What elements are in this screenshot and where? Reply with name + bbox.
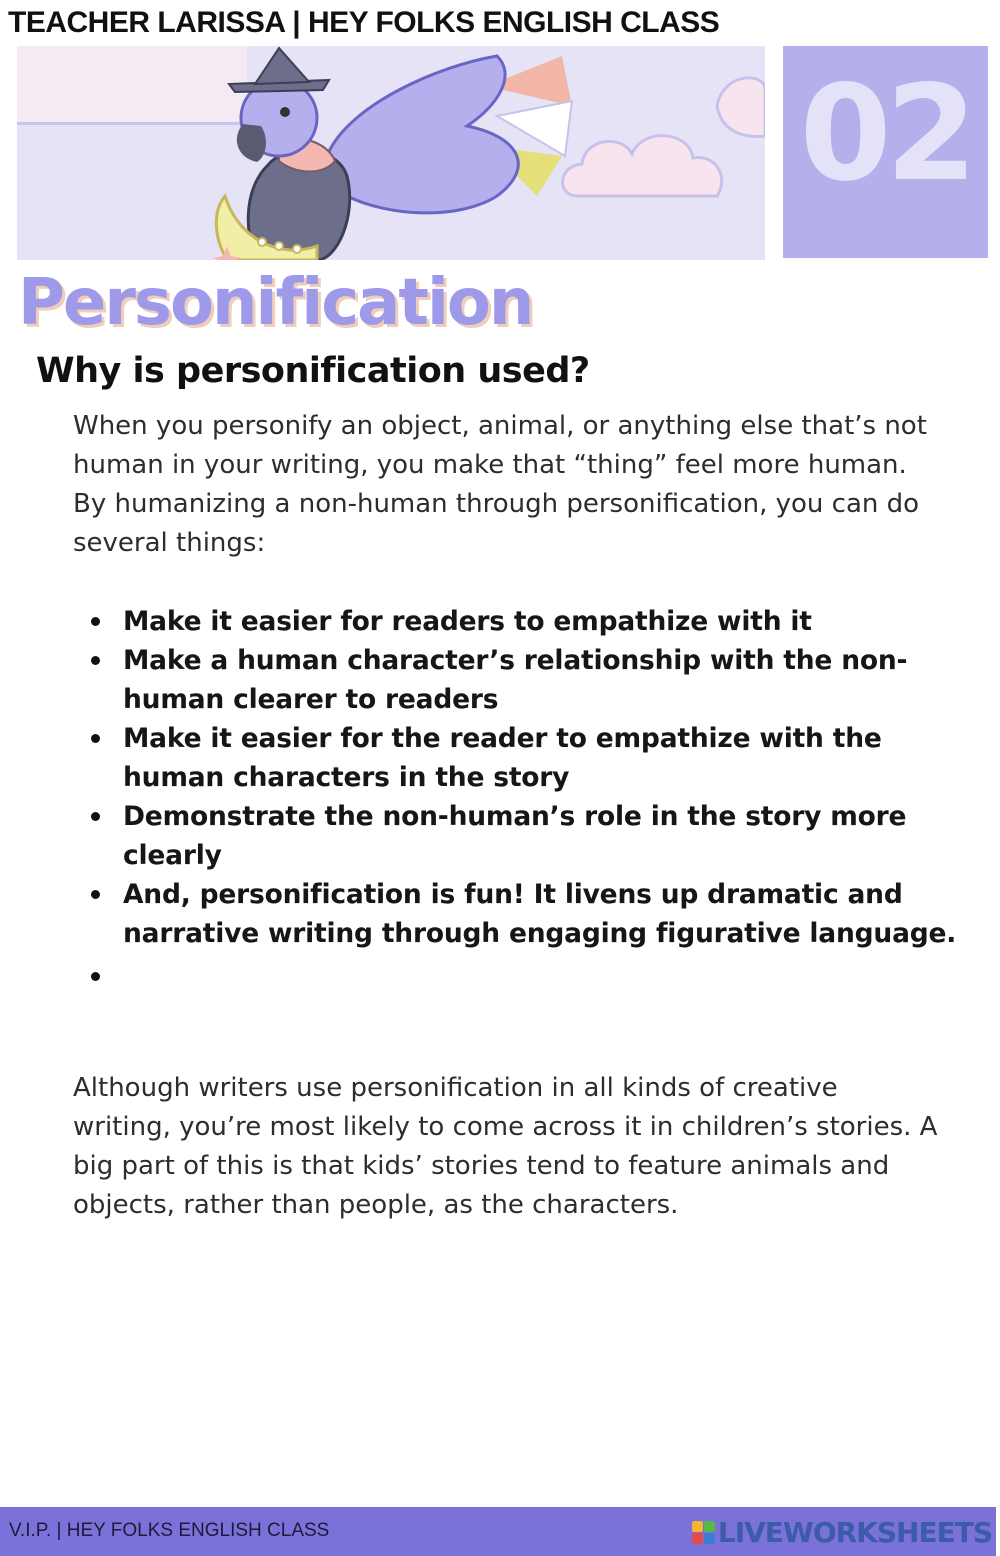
page-header-title: TEACHER LARISSA | HEY FOLKS ENGLISH CLASS <box>8 6 720 39</box>
list-item: Demonstrate the non-human’s role in the story more clearly <box>123 797 963 875</box>
liveworksheets-logo-icon <box>692 1521 715 1544</box>
list-item-empty <box>123 957 963 996</box>
list-item: Make it easier for readers to empathize with it <box>123 602 963 641</box>
list-item: Make a human character’s relationship with the non-human clearer to readers <box>123 641 963 719</box>
footer-label: V.I.P. | HEY FOLKS ENGLISH CLASS <box>9 1520 330 1541</box>
liveworksheets-brand[interactable] <box>692 1516 992 1549</box>
intro-paragraph: When you personify an object, animal, or anything else that’s not human in your writing, you make that “thing” feel more human. By humanizing a non-human through personification, you can do several things: <box>73 411 927 558</box>
brand-name: LIVEWORKSHEETS <box>717 1516 992 1549</box>
section-number: 02 <box>799 57 972 211</box>
section-subheading: Why is personification used? <box>36 351 590 391</box>
list-item: And, personification is fun! It livens up dramatic and narrative writing through engaging figurative language. <box>123 875 963 953</box>
benefits-list <box>123 602 963 996</box>
page-title: Personification <box>18 266 533 340</box>
banner-illustration <box>17 46 765 260</box>
footer-bar <box>0 1507 996 1556</box>
list-item: Make it easier for the reader to empathize with the human characters in the story <box>123 719 963 797</box>
parrot-saxophone-illustration <box>17 46 765 260</box>
closing-paragraph: Although writers use personification in all kinds of creative writing, you’re most likely to come across it in children’s stories. A big part of this is that kids’ stories tend to feature animals and objects, rather than people, as the characters. <box>73 1073 938 1220</box>
section-number-box <box>783 46 988 258</box>
